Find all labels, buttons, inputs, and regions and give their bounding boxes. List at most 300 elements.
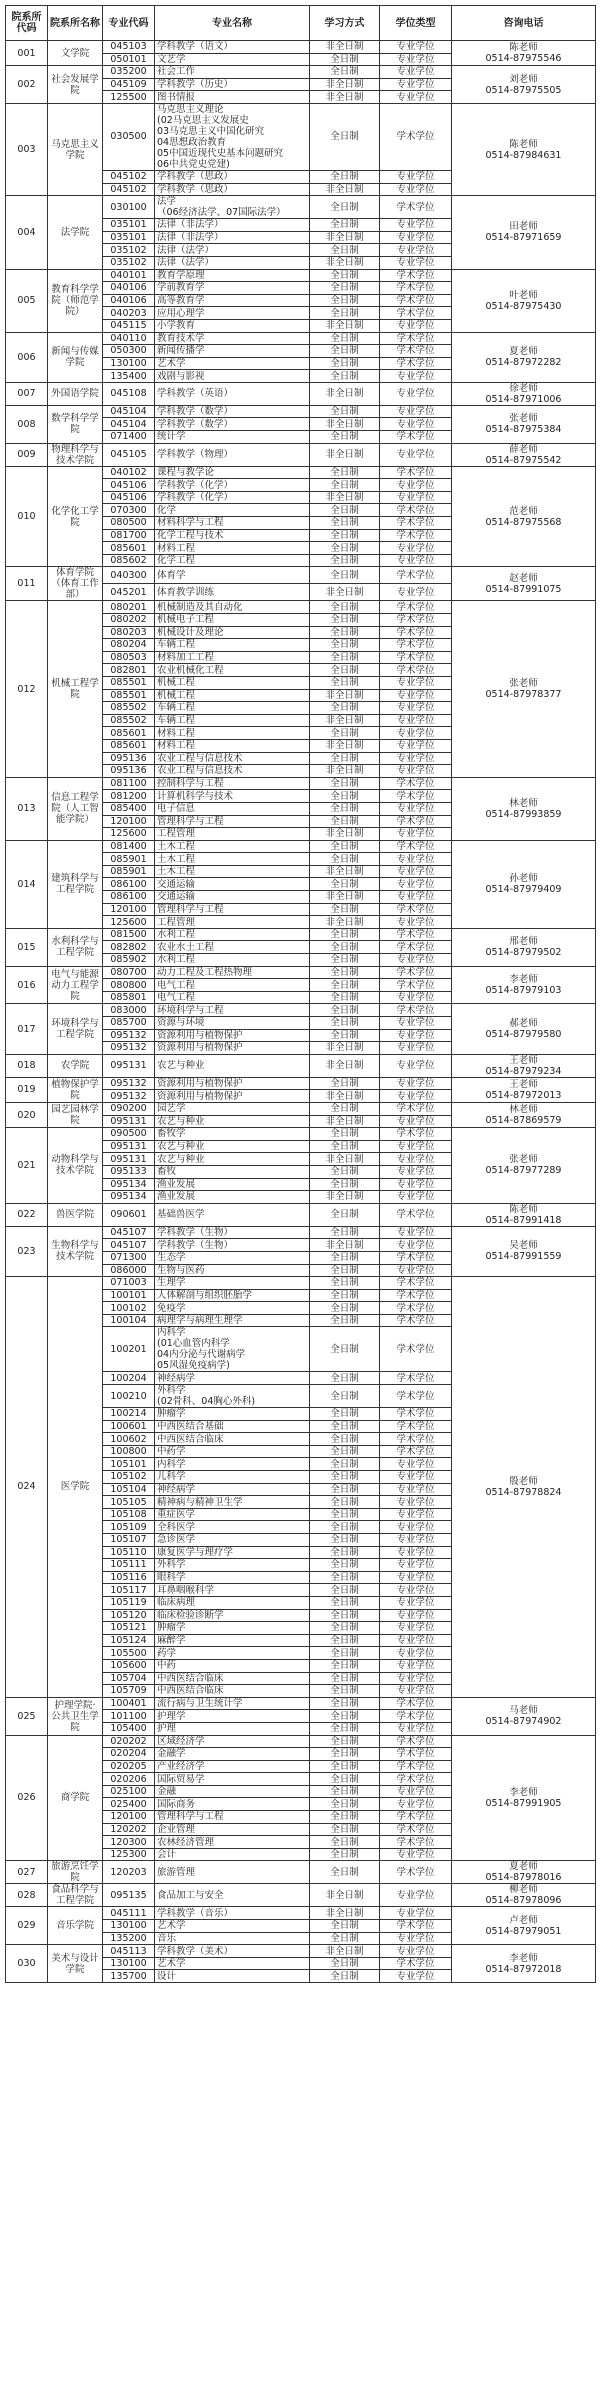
major-name: 渔业发展	[155, 1178, 310, 1191]
table-row	[6, 466, 596, 479]
study-mode: 全日制	[310, 1823, 380, 1836]
table-row	[6, 1907, 596, 1920]
degree-type: 专业学位	[380, 1496, 452, 1509]
major-name: 艺术学	[155, 1920, 310, 1933]
major-code: 030100	[103, 196, 155, 219]
major-name: 交通运输	[155, 878, 310, 891]
table-body	[6, 41, 596, 1983]
study-mode: 全日制	[310, 966, 380, 979]
study-mode: 全日制	[310, 1546, 380, 1559]
major-code: 085601	[103, 727, 155, 740]
study-mode: 非全日制	[310, 418, 380, 431]
major-name: 学科教学（生物）	[155, 1226, 310, 1239]
major-name: 机械电子工程	[155, 614, 310, 627]
header-study-mode: 学习方式	[310, 6, 380, 41]
contact-phone: 马老师 0514-87974902	[452, 1697, 596, 1735]
degree-type: 专业学位	[380, 256, 452, 269]
contact-phone: 王老师 0514-87972013	[452, 1077, 596, 1102]
contact-phone: 夏老师 0514-87972282	[452, 332, 596, 382]
major-name: 土木工程	[155, 853, 310, 866]
dept-name: 教育科学学院（师范学院）	[48, 269, 103, 332]
study-mode: 全日制	[310, 878, 380, 891]
dept-code: 016	[6, 966, 48, 1004]
study-mode: 全日制	[310, 1861, 380, 1884]
degree-type: 专业学位	[380, 91, 452, 104]
major-name: 学科教学（美术）	[155, 1945, 310, 1958]
degree-type: 专业学位	[380, 1521, 452, 1534]
dept-name: 化学化工学院	[48, 466, 103, 567]
study-mode: 全日制	[310, 1077, 380, 1090]
major-name: 重症医学	[155, 1508, 310, 1521]
contact-phone: 张老师 0514-87978377	[452, 601, 596, 777]
major-name: 国际贸易学	[155, 1773, 310, 1786]
major-name: 统计学	[155, 431, 310, 444]
degree-type: 专业学位	[380, 53, 452, 66]
major-code: 045107	[103, 1226, 155, 1239]
dept-name: 电气与能源动力工程学院	[48, 966, 103, 1004]
major-code: 045106	[103, 479, 155, 492]
degree-type: 专业学位	[380, 1848, 452, 1861]
degree-type: 学术学位	[380, 1773, 452, 1786]
major-name: 体育教学训练	[155, 584, 310, 601]
degree-type: 专业学位	[380, 1945, 452, 1958]
degree-type: 学术学位	[380, 567, 452, 584]
study-mode: 全日制	[310, 664, 380, 677]
study-mode: 全日制	[310, 1622, 380, 1635]
study-mode: 全日制	[310, 1289, 380, 1302]
degree-type: 专业学位	[380, 1153, 452, 1166]
major-name: 区域经济学	[155, 1735, 310, 1748]
study-mode: 全日制	[310, 1004, 380, 1017]
dept-code: 024	[6, 1277, 48, 1698]
table-row	[6, 103, 596, 170]
dept-name: 美术与设计学院	[48, 1945, 103, 1983]
major-code: 095131	[103, 1054, 155, 1077]
major-code: 081400	[103, 840, 155, 853]
major-code: 090500	[103, 1128, 155, 1141]
dept-code: 007	[6, 382, 48, 405]
major-name: 企业管理	[155, 1823, 310, 1836]
contact-phone: 夏老师 0514-87978016	[452, 1861, 596, 1884]
study-mode: 全日制	[310, 1957, 380, 1970]
major-name: 管理科学与工程	[155, 815, 310, 828]
degree-type: 学术学位	[380, 815, 452, 828]
major-code: 100800	[103, 1445, 155, 1458]
study-mode: 全日制	[310, 1178, 380, 1191]
study-mode: 非全日制	[310, 828, 380, 841]
degree-type: 专业学位	[380, 66, 452, 79]
major-name: 车辆工程	[155, 639, 310, 652]
study-mode: 非全日制	[310, 41, 380, 54]
degree-type: 学术学位	[380, 269, 452, 282]
study-mode: 非全日制	[310, 865, 380, 878]
major-name: 中药学	[155, 1445, 310, 1458]
contact-phone: 张老师 0514-87975384	[452, 405, 596, 443]
study-mode: 全日制	[310, 790, 380, 803]
major-name: 化学工程与技术	[155, 529, 310, 542]
study-mode: 全日制	[310, 1314, 380, 1327]
major-code: 100204	[103, 1372, 155, 1385]
table-row	[6, 196, 596, 219]
major-name: 环境科学与工程	[155, 1004, 310, 1017]
degree-type: 学术学位	[380, 332, 452, 345]
study-mode: 全日制	[310, 1773, 380, 1786]
study-mode: 全日制	[310, 504, 380, 517]
major-code: 105400	[103, 1722, 155, 1735]
dept-name: 新闻与传媒学院	[48, 332, 103, 382]
major-name: 资源利用与植物保护	[155, 1090, 310, 1103]
degree-type: 学术学位	[380, 1735, 452, 1748]
study-mode: 全日制	[310, 1647, 380, 1660]
major-name: 基础兽医学	[155, 1203, 310, 1226]
major-code: 086000	[103, 1264, 155, 1277]
table-row	[6, 1226, 596, 1239]
degree-type: 学术学位	[380, 357, 452, 370]
major-code: 085902	[103, 954, 155, 967]
study-mode: 全日制	[310, 626, 380, 639]
major-name: 工程管理	[155, 828, 310, 841]
degree-type: 学术学位	[380, 1004, 452, 1017]
major-name: 会计	[155, 1848, 310, 1861]
study-mode: 全日制	[310, 1634, 380, 1647]
contact-phone: 范老师 0514-87975568	[452, 466, 596, 567]
degree-type: 学术学位	[380, 790, 452, 803]
major-code: 071300	[103, 1251, 155, 1264]
major-name: 外科学 (02骨科、04胸心外科)	[155, 1385, 310, 1408]
major-name: 食品加工与安全	[155, 1884, 310, 1907]
major-code: 085801	[103, 991, 155, 1004]
dept-name: 音乐学院	[48, 1907, 103, 1945]
degree-type: 专业学位	[380, 1647, 452, 1660]
study-mode: 全日制	[310, 357, 380, 370]
major-name: 农业工程与信息技术	[155, 752, 310, 765]
study-mode: 全日制	[310, 282, 380, 295]
major-code: 081100	[103, 777, 155, 790]
major-name: 文艺学	[155, 53, 310, 66]
dept-name: 法学院	[48, 196, 103, 269]
dept-name: 兽医学院	[48, 1203, 103, 1226]
major-name: 教育学原理	[155, 269, 310, 282]
major-code: 045103	[103, 41, 155, 54]
study-mode: 非全日制	[310, 382, 380, 405]
contact-phone: 李老师 0514-87979103	[452, 966, 596, 1004]
study-mode: 全日制	[310, 554, 380, 567]
dept-code: 018	[6, 1054, 48, 1077]
study-mode: 全日制	[310, 1920, 380, 1933]
study-mode: 非全日制	[310, 78, 380, 91]
degree-type: 专业学位	[380, 219, 452, 232]
table-row	[6, 1277, 596, 1290]
degree-type: 专业学位	[380, 991, 452, 1004]
major-name: 学科教学（音乐）	[155, 1907, 310, 1920]
dept-name: 食品科学与工程学院	[48, 1884, 103, 1907]
degree-type: 学术学位	[380, 466, 452, 479]
degree-type: 专业学位	[380, 954, 452, 967]
major-name: 农林经济管理	[155, 1836, 310, 1849]
major-code: 085502	[103, 702, 155, 715]
degree-type: 专业学位	[380, 702, 452, 715]
degree-type: 学术学位	[380, 1760, 452, 1773]
major-code: 050101	[103, 53, 155, 66]
degree-type: 学术学位	[380, 664, 452, 677]
major-name: 学科教学（英语）	[155, 382, 310, 405]
admissions-table-document	[5, 5, 595, 1983]
study-mode: 全日制	[310, 1609, 380, 1622]
major-name: 艺术学	[155, 1957, 310, 1970]
study-mode: 全日制	[310, 941, 380, 954]
major-code: 105600	[103, 1659, 155, 1672]
degree-type: 专业学位	[380, 1077, 452, 1090]
degree-type: 专业学位	[380, 878, 452, 891]
major-code: 071400	[103, 431, 155, 444]
study-mode: 非全日制	[310, 1090, 380, 1103]
major-code: 105105	[103, 1496, 155, 1509]
contact-phone: 赵老师 0514-87991075	[452, 567, 596, 601]
study-mode: 非全日制	[310, 891, 380, 904]
major-code: 045107	[103, 1239, 155, 1252]
major-name: 生物与医药	[155, 1264, 310, 1277]
dept-code: 001	[6, 41, 48, 66]
study-mode: 全日制	[310, 1496, 380, 1509]
study-mode: 全日制	[310, 1710, 380, 1723]
major-name: 中西医结合临床	[155, 1433, 310, 1446]
major-name: 资源利用与植物保护	[155, 1042, 310, 1055]
major-name: 学科教学（思政）	[155, 183, 310, 196]
study-mode: 全日制	[310, 1226, 380, 1239]
contact-phone: 柳老师 0514-87978096	[452, 1884, 596, 1907]
degree-type: 专业学位	[380, 853, 452, 866]
major-code: 135400	[103, 370, 155, 383]
table-row	[6, 1128, 596, 1141]
major-name: 控制科学与工程	[155, 777, 310, 790]
degree-type: 学术学位	[380, 1710, 452, 1723]
degree-type: 学术学位	[380, 614, 452, 627]
degree-type: 学术学位	[380, 282, 452, 295]
degree-type: 学术学位	[380, 840, 452, 853]
dept-name: 马克思主义学院	[48, 103, 103, 195]
degree-type: 学术学位	[380, 1327, 452, 1372]
major-code: 085602	[103, 554, 155, 567]
degree-type: 专业学位	[380, 382, 452, 405]
study-mode: 全日制	[310, 1327, 380, 1372]
study-mode: 全日制	[310, 1584, 380, 1597]
major-name: 畜牧	[155, 1165, 310, 1178]
major-code: 130100	[103, 1957, 155, 1970]
degree-type: 专业学位	[380, 765, 452, 778]
major-name: 机械工程	[155, 676, 310, 689]
degree-type: 学术学位	[380, 1433, 452, 1446]
major-code: 095132	[103, 1029, 155, 1042]
major-name: 交通运输	[155, 891, 310, 904]
dept-code: 026	[6, 1735, 48, 1861]
contact-phone: 徐老师 0514-87971006	[452, 382, 596, 405]
study-mode: 全日制	[310, 53, 380, 66]
major-code: 125600	[103, 828, 155, 841]
dept-code: 027	[6, 1861, 48, 1884]
dept-name: 信息工程学院（人工智能学院）	[48, 777, 103, 840]
major-code: 095134	[103, 1191, 155, 1204]
degree-type: 专业学位	[380, 1609, 452, 1622]
study-mode: 全日制	[310, 1420, 380, 1433]
degree-type: 专业学位	[380, 1264, 452, 1277]
dept-code: 003	[6, 103, 48, 195]
header-major-name: 专业名称	[155, 6, 310, 41]
major-code: 135200	[103, 1932, 155, 1945]
study-mode: 全日制	[310, 170, 380, 183]
major-code: 101100	[103, 1710, 155, 1723]
header-degree-type: 学位类型	[380, 6, 452, 41]
contact-phone: 陈老师 0514-87991418	[452, 1203, 596, 1226]
study-mode: 全日制	[310, 1102, 380, 1115]
major-name: 水利工程	[155, 928, 310, 941]
degree-type: 专业学位	[380, 231, 452, 244]
major-code: 085400	[103, 802, 155, 815]
study-mode: 非全日制	[310, 443, 380, 466]
degree-type: 专业学位	[380, 1029, 452, 1042]
degree-type: 专业学位	[380, 554, 452, 567]
degree-type: 专业学位	[380, 1622, 452, 1635]
major-name: 国际商务	[155, 1798, 310, 1811]
major-code: 025400	[103, 1798, 155, 1811]
major-name: 法律（非法学）	[155, 231, 310, 244]
study-mode: 全日制	[310, 1203, 380, 1226]
dept-name: 体育学院（体育工作部）	[48, 567, 103, 601]
major-code: 105111	[103, 1559, 155, 1572]
study-mode: 全日制	[310, 196, 380, 219]
degree-type: 学术学位	[380, 1823, 452, 1836]
degree-type: 专业学位	[380, 916, 452, 929]
major-name: 学科教学（历史）	[155, 78, 310, 91]
major-code: 035102	[103, 256, 155, 269]
major-code: 035102	[103, 244, 155, 257]
degree-type: 专业学位	[380, 183, 452, 196]
major-name: 临床病理	[155, 1596, 310, 1609]
header-dept-name: 院系所名称	[48, 6, 103, 41]
study-mode: 非全日制	[310, 1239, 380, 1252]
major-code: 105116	[103, 1571, 155, 1584]
major-name: 体育学	[155, 567, 310, 584]
major-name: 土木工程	[155, 865, 310, 878]
major-name: 农艺与种业	[155, 1115, 310, 1128]
degree-type: 专业学位	[380, 1115, 452, 1128]
major-code: 045115	[103, 319, 155, 332]
study-mode: 全日制	[310, 1748, 380, 1761]
study-mode: 非全日制	[310, 1945, 380, 1958]
major-code: 040106	[103, 282, 155, 295]
degree-type: 专业学位	[380, 170, 452, 183]
major-code: 105101	[103, 1458, 155, 1471]
degree-type: 专业学位	[380, 739, 452, 752]
study-mode: 全日制	[310, 1029, 380, 1042]
study-mode: 全日制	[310, 1458, 380, 1471]
study-mode: 非全日制	[310, 183, 380, 196]
major-code: 095133	[103, 1165, 155, 1178]
study-mode: 全日制	[310, 405, 380, 418]
study-mode: 全日制	[310, 1722, 380, 1735]
study-mode: 全日制	[310, 1251, 380, 1264]
study-mode: 全日制	[310, 614, 380, 627]
major-code: 080503	[103, 651, 155, 664]
major-code: 020205	[103, 1760, 155, 1773]
major-code: 105709	[103, 1685, 155, 1698]
major-code: 085501	[103, 676, 155, 689]
major-code: 105119	[103, 1596, 155, 1609]
contact-phone: 吴老师 0514-87991559	[452, 1226, 596, 1276]
degree-type: 专业学位	[380, 542, 452, 555]
major-name: 课程与教学论	[155, 466, 310, 479]
major-code: 100104	[103, 1314, 155, 1327]
major-name: 儿科学	[155, 1471, 310, 1484]
study-mode: 全日制	[310, 903, 380, 916]
dept-name: 医学院	[48, 1277, 103, 1698]
major-code: 045104	[103, 405, 155, 418]
table-row	[6, 1861, 596, 1884]
major-code: 120300	[103, 1836, 155, 1849]
major-name: 麻醉学	[155, 1634, 310, 1647]
degree-type: 学术学位	[380, 1408, 452, 1421]
dept-name: 数学科学学院	[48, 405, 103, 443]
degree-type: 学术学位	[380, 1251, 452, 1264]
major-code: 105704	[103, 1672, 155, 1685]
major-code: 105124	[103, 1634, 155, 1647]
dept-name: 社会发展学院	[48, 66, 103, 104]
degree-type: 学术学位	[380, 626, 452, 639]
major-name: 管理科学与工程	[155, 1811, 310, 1824]
table-row	[6, 601, 596, 614]
major-name: 应用心理学	[155, 307, 310, 320]
degree-type: 专业学位	[380, 418, 452, 431]
degree-type: 专业学位	[380, 1722, 452, 1735]
major-code: 081500	[103, 928, 155, 941]
degree-type: 专业学位	[380, 1042, 452, 1055]
major-name: 化学工程	[155, 554, 310, 567]
major-code: 045102	[103, 170, 155, 183]
dept-code: 015	[6, 928, 48, 966]
degree-type: 专业学位	[380, 1659, 452, 1672]
study-mode: 全日制	[310, 1798, 380, 1811]
degree-type: 学术学位	[380, 1385, 452, 1408]
dept-code: 012	[6, 601, 48, 777]
study-mode: 非全日制	[310, 319, 380, 332]
study-mode: 全日制	[310, 1596, 380, 1609]
major-code: 105110	[103, 1546, 155, 1559]
major-name: 急诊医学	[155, 1534, 310, 1547]
study-mode: 全日制	[310, 991, 380, 1004]
major-name: 农艺与种业	[155, 1054, 310, 1077]
degree-type: 学术学位	[380, 941, 452, 954]
study-mode: 全日制	[310, 651, 380, 664]
major-name: 化学	[155, 504, 310, 517]
major-name: 护理学	[155, 1710, 310, 1723]
major-name: 水利工程	[155, 954, 310, 967]
contact-phone: 张老师 0514-87977289	[452, 1128, 596, 1204]
major-code: 040101	[103, 269, 155, 282]
degree-type: 学术学位	[380, 903, 452, 916]
major-code: 095131	[103, 1153, 155, 1166]
major-code: 095132	[103, 1042, 155, 1055]
major-name: 学科教学（语文）	[155, 41, 310, 54]
dept-code: 023	[6, 1226, 48, 1276]
study-mode: 全日制	[310, 1433, 380, 1446]
study-mode: 非全日制	[310, 584, 380, 601]
study-mode: 全日制	[310, 853, 380, 866]
degree-type: 学术学位	[380, 1697, 452, 1710]
degree-type: 学术学位	[380, 294, 452, 307]
table-row	[6, 1054, 596, 1077]
degree-type: 学术学位	[380, 517, 452, 530]
major-name: 工程管理	[155, 916, 310, 929]
study-mode: 全日制	[310, 1659, 380, 1672]
